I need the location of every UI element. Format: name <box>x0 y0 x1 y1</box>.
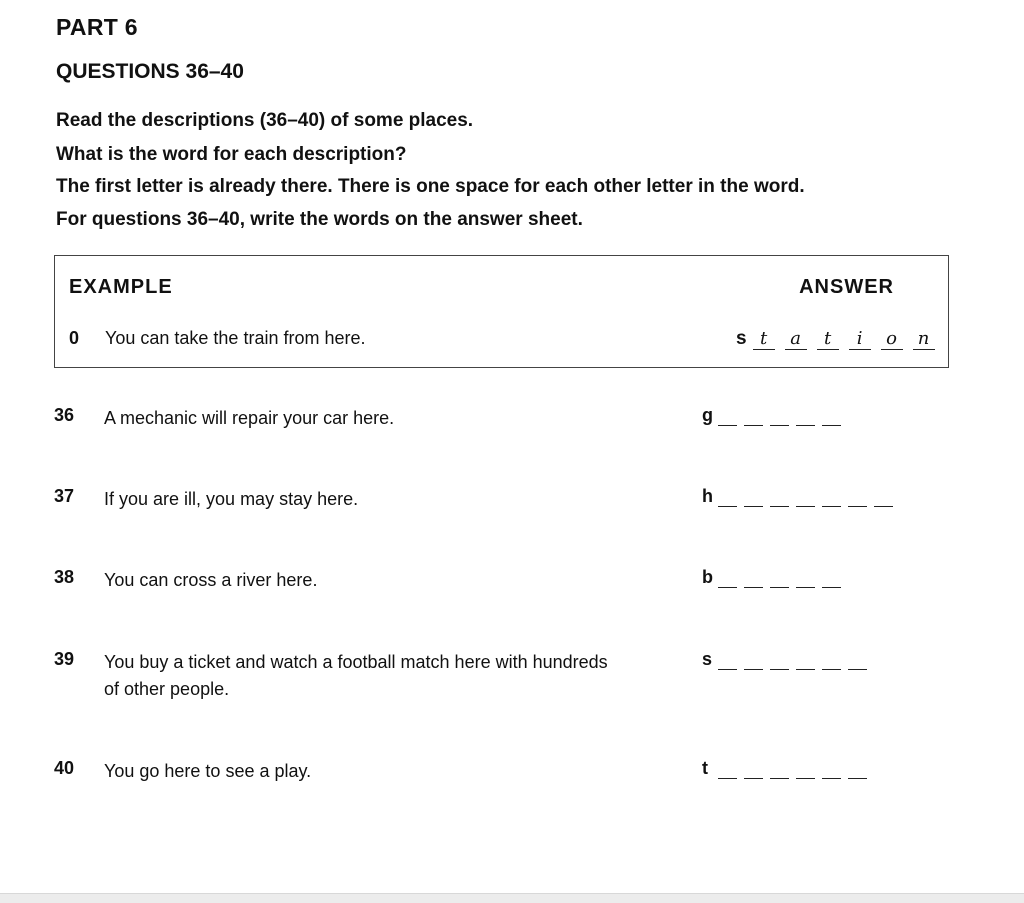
letter-blank[interactable] <box>796 764 815 779</box>
example-number: 0 <box>69 328 80 348</box>
handwritten-letter: a <box>785 329 807 350</box>
example-answer <box>736 324 945 350</box>
letter-blank[interactable] <box>848 655 867 670</box>
letter-blank[interactable] <box>744 411 763 426</box>
question-text: If you are ill, you may stay here. <box>104 489 359 509</box>
instruction-line: Read the descriptions (36–40) of some places. <box>56 110 474 131</box>
question-text: You go here to see a play. <box>104 761 312 781</box>
letter-blank[interactable] <box>796 655 815 670</box>
question-text: A mechanic will repair your car here. <box>104 408 395 428</box>
letter-blank[interactable] <box>770 655 789 670</box>
letter-blank[interactable] <box>744 573 763 588</box>
answer-blanks[interactable] <box>702 405 848 426</box>
letter-blank[interactable] <box>822 764 841 779</box>
letter-blank[interactable] <box>718 411 737 426</box>
instruction-line: The first letter is already there. There is one space for each other letter in the word. <box>56 176 805 197</box>
letter-blank[interactable] <box>770 573 789 588</box>
answer-first-letter: t <box>702 758 708 778</box>
letter-blank[interactable] <box>744 764 763 779</box>
example-box <box>54 255 949 368</box>
part-title: PART 6 <box>56 14 138 40</box>
letter-blank[interactable] <box>770 411 789 426</box>
question-number: 38 <box>54 567 75 587</box>
example-label: EXAMPLE <box>69 276 173 298</box>
letter-blank[interactable] <box>848 764 867 779</box>
handwritten-letter: i <box>849 329 871 350</box>
letter-blank[interactable] <box>770 764 789 779</box>
letter-blank[interactable] <box>822 655 841 670</box>
letter-blank[interactable] <box>848 492 867 507</box>
letter-blank[interactable] <box>744 492 763 507</box>
instruction-line: For questions 36–40, write the words on the answer sheet. <box>56 209 583 230</box>
letter-blank[interactable] <box>718 655 737 670</box>
letter-blank[interactable] <box>796 411 815 426</box>
answer-blanks[interactable] <box>702 486 900 507</box>
questions-title: QUESTIONS 36–40 <box>56 60 244 83</box>
instruction-line: What is the word for each description? <box>56 144 407 165</box>
letter-blank[interactable] <box>822 492 841 507</box>
question-number: 40 <box>54 758 75 778</box>
answer-first-letter: g <box>702 405 713 425</box>
letter-blank[interactable] <box>718 492 737 507</box>
answer-first-letter: b <box>702 567 713 587</box>
question-number: 36 <box>54 405 75 425</box>
example-first-letter: s <box>736 328 747 349</box>
question-number: 39 <box>54 649 75 669</box>
answer-blanks[interactable] <box>702 758 874 779</box>
letter-blank[interactable] <box>718 573 737 588</box>
handwritten-letter: t <box>817 329 839 350</box>
letter-blank[interactable] <box>718 764 737 779</box>
question-number: 37 <box>54 486 75 506</box>
handwritten-letter: t <box>753 329 775 350</box>
letter-blank[interactable] <box>874 492 893 507</box>
letter-blank[interactable] <box>770 492 789 507</box>
answer-label: ANSWER <box>799 276 894 298</box>
letter-blank[interactable] <box>822 411 841 426</box>
letter-blank[interactable] <box>744 655 763 670</box>
answer-first-letter: s <box>702 649 713 669</box>
question-text: You buy a ticket and watch a football match here with hundreds of other people. <box>104 652 608 699</box>
handwritten-letter: n <box>913 329 935 350</box>
letter-blank[interactable] <box>822 573 841 588</box>
letter-blank[interactable] <box>796 492 815 507</box>
handwritten-letter: o <box>881 329 903 350</box>
answer-blanks[interactable] <box>702 567 848 588</box>
answer-first-letter: h <box>702 486 713 506</box>
letter-blank[interactable] <box>796 573 815 588</box>
example-text: You can take the train from here. <box>105 328 366 348</box>
question-text: You can cross a river here. <box>104 570 318 590</box>
answer-blanks[interactable] <box>702 649 874 670</box>
